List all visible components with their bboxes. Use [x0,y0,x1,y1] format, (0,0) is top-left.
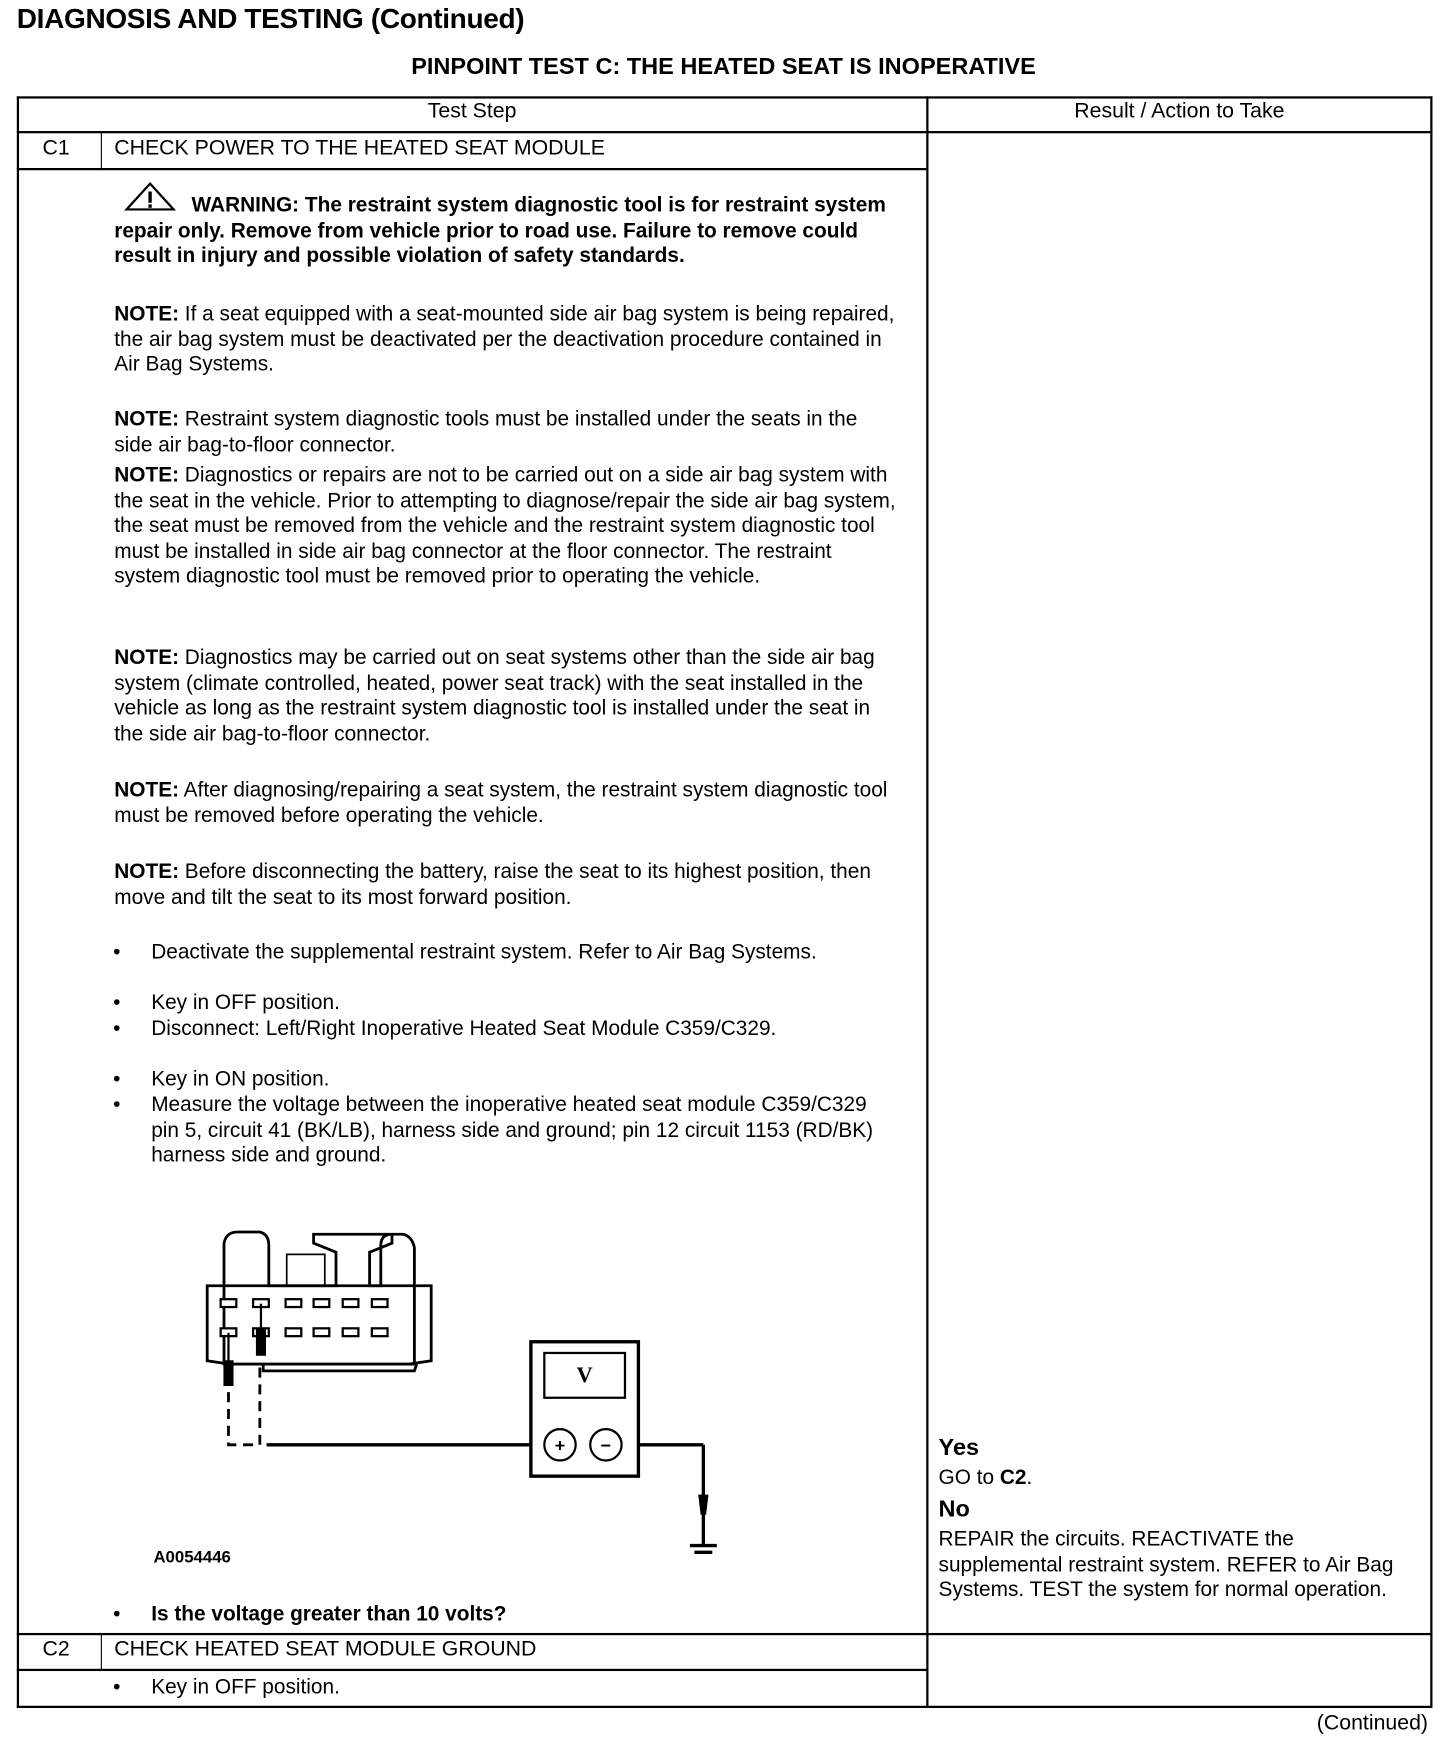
note-text: Diagnostics may be carried out on seat systems other than the side air bag system (climate controlled, heated, power seat track) with the seat installed in the vehicle as long as the restraint system diagnostic tool is installed under the seat in the side air bag-to-floor connector. [114,645,875,745]
note-label: NOTE: [114,645,180,669]
note-label: NOTE: [114,406,180,431]
bullet-icon: • [113,1092,121,1116]
step-id-c2: C2 [42,1637,70,1661]
note-text: After diagnosing/repairing a seat system, the restraint system diagnostic tool must be removed before operating the vehicle. [114,777,888,827]
column-header-result: Result / Action to Take [1074,99,1285,124]
figure-id: A0054446 [153,1547,231,1567]
plus-terminal: + [554,1435,566,1456]
step-bullet: Key in OFF position. [151,990,340,1014]
note-text: Before disconnecting the battery, raise the seat to its highest position, then move and tilt the seat to its most forward position. [114,859,871,908]
note-label: NOTE: [114,462,180,487]
step-bullet: Key in OFF position. [151,1674,340,1698]
note-text: If a seat equipped with a seat-mounted side air bag system is being repaired, the air bag system must be deactivated per the deactivation procedure contained in Air Bag Systems. [114,301,895,376]
result-yes-action [939,1465,1421,1490]
note-label: NOTE: [114,301,180,325]
bullet-icon: • [113,990,121,1014]
result-no-label: No [938,1496,970,1523]
note-label: NOTE: [114,777,180,801]
bullet-icon: • [113,1015,121,1040]
yes-action-end: . [1026,1464,1033,1489]
step-bullet: Key in ON position. [151,1066,330,1090]
minus-terminal: − [600,1435,612,1456]
note-text: Restraint system diagnostic tools must be installed under the seats in the side air bag-to-floor connector. [114,406,858,456]
meter-label: V [576,1362,593,1388]
step-bullet: Deactivate the supplemental restraint system. Refer to Air Bag Systems. [151,939,817,964]
step-title-c1: CHECK POWER TO THE HEATED SEAT MODULE [114,136,605,161]
bullet-icon: • [113,939,121,964]
test-question: Is the voltage greater than 10 volts? [151,1601,507,1626]
step-bullet: Disconnect: Left/Right Inoperative Heated Seat Module C359/C329. [151,1015,777,1040]
step-bullet: Measure the voltage between the inoperative heated seat module C359/C329 pin 5, circuit 41 (BK/LB), harness side and ground; pin 12 circuit 1153 (RD/BK) harness side and ground. [151,1092,874,1167]
yes-target-link[interactable]: C2 [999,1464,1027,1489]
continued-label: (Continued) [1316,1711,1428,1735]
note-text: Diagnostics or repairs are not to be carried out on a side air bag system with the seat in the vehicle. Prior to attempting to diagnose/repair the side air bag system, the seat must be removed from the vehicle and the restraint system diagnostic tool must be installed in side air bag connector at the floor connector. The restraint system diagnostic tool must be removed prior to operating the vehicle. [114,462,896,588]
column-header-test-step: Test Step [427,99,517,124]
step-id-c1: C1 [42,136,70,161]
bullet-icon: • [113,1066,121,1090]
bullet-icon: • [113,1601,121,1626]
pinpoint-test-title: PINPOINT TEST C: THE HEATED SEAT IS INOPERATIVE [411,53,1036,80]
bullet-icon: • [113,1674,121,1698]
result-yes-label: Yes [938,1434,980,1461]
step-title-c2: CHECK HEATED SEAT MODULE GROUND [114,1637,537,1661]
section-title: DIAGNOSIS AND TESTING (Continued) [16,3,525,35]
note-label: NOTE: [114,859,180,883]
warning-text: WARNING: The restraint system diagnostic tool is for restraint system repair only. Remove from vehicle prior to road use. Failure to remove could result in injury and possible violation of safety standards. [114,192,886,267]
result-no-action: REPAIR the circuits. REACTIVATE the supplemental restraint system. REFER to Air Bag Systems. TEST the system for normal operation. [938,1526,1394,1601]
yes-action-text: GO to [938,1464,1000,1489]
